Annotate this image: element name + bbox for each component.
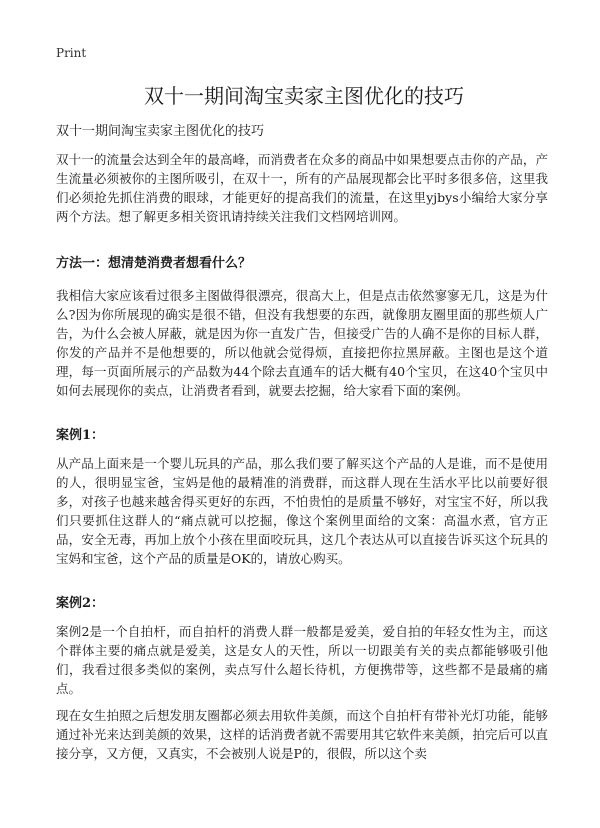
article-subtitle: 双十一期间淘宝卖家主图优化的技巧 (56, 124, 265, 139)
page-title: 双十一期间淘宝卖家主图优化的技巧 (144, 84, 464, 108)
print-label[interactable]: Print (56, 46, 87, 60)
method1-paragraph: 我相信大家应该看过很多主图做得很漂亮，很高大上，但是点击依然寥寥无几，这是为什么?因为你所展现的确实是很不错，但没有我想要的东西，就像朋友圈里面的那些烦人广告，为什么会被人屏蔽，就是因为你一直发广告，但接受广告的人确不是你的目标人群，你发的产品并不是他想要的，所以他就会觉得烦，直接把你拉黑屏蔽。主图也是这个道理，每一页面所展示的产品数为44个除去直通车的话大概有40个宝贝，在这40个宝贝中如何去展现你的卖点，让消费者看到，就要去挖掘，给大家看下面的案例。 (56, 288, 548, 398)
intro-paragraph: 双十一的流量会达到全年的最高峰，而消费者在众多的商品中如果想要点击你的产品，产生流量必须被你的主图所吸引，在双十一，所有的产品展现都会比平时多很多倍，这里我们必须抢先抓住消费的眼球，才能更好的提高我们的流量，在这里yjbys小编给大家分享两个方法。想了解更多相关资讯请持续关注我们文档网培训网。 (56, 152, 548, 224)
case2-paragraph: 案例2是一个自拍杆，而自拍杆的消费人群一般都是爱美，爱自拍的年轻女性为主，而这个群体主要的痛点就是爱美，这是女人的天性，所以一切跟美有关的卖点都能够吸引他们，我看过很多类似的案例，卖点写什么超长待机，方便携带等，这些都不是最痛的痛点。 (56, 624, 548, 696)
closing-paragraph: 现在女生拍照之后想发朋友圈都必须去用软件美颜，而这个自拍杆有带补光灯功能，能够通过补光来达到美颜的效果，这样的话消费者就不需要用其它软件来美颜，拍完后可以直接分享，又方便，又真实，不会被别人说是P的，很假，所以这个卖 (56, 708, 548, 761)
case2-heading: 案例2： (56, 596, 105, 611)
case1-heading: 案例1： (56, 428, 105, 443)
case1-paragraph: 从产品上面来是一个婴儿玩具的产品，那么我们要了解买这个产品的人是谁，而不是使用的人，很明显宝爸，宝妈是他的最精准的消费群，而这群人现在生活水平比以前要好很多，对孩子也越来越舍得买更好的东西，不怕贵怕的是质量不够好，对宝宝不好，所以我们只要抓住这群人的“痛点就可以挖掘，像这个案例里面给的文案：高温水煮，官方正品，安全无毒，再加上放个小孩在里面咬玩具，这几个表达从可以直接告诉买这个玩具的宝妈和宝爸，这个产品的质量是OK的，请放心购买。 (56, 456, 548, 566)
method1-heading: 方法一：想清楚消费者想看什么？ (56, 256, 252, 271)
